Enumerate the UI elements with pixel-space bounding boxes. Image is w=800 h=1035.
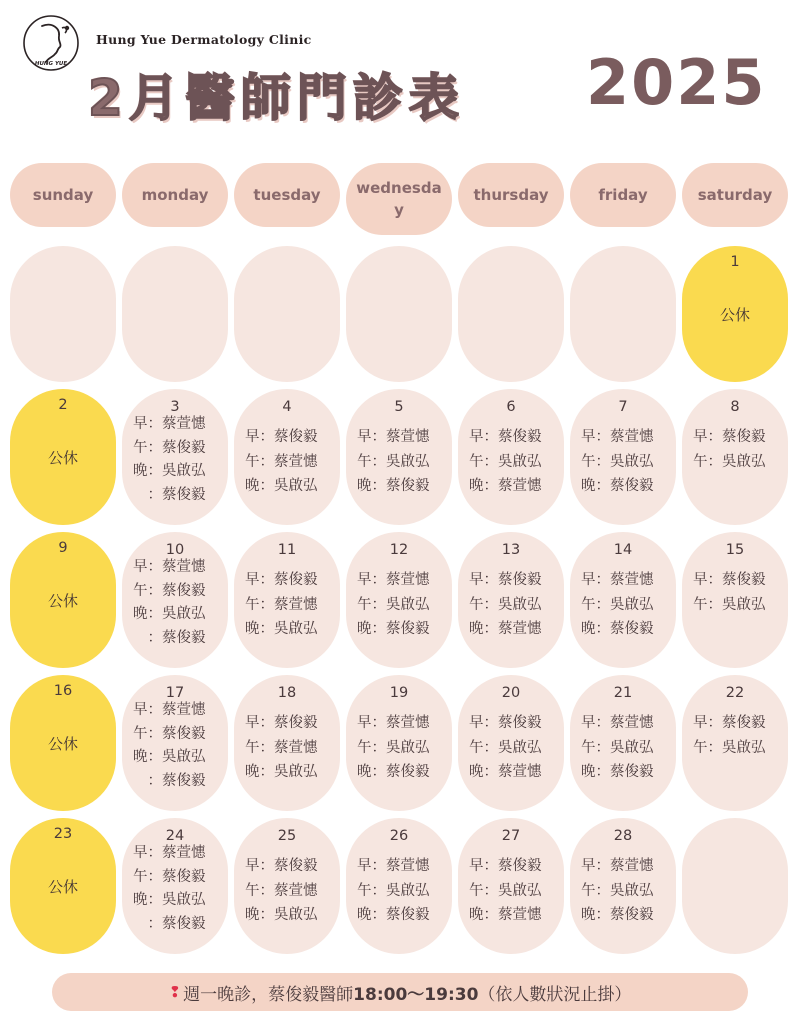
schedule-line: 早：蔡萱憓 [133,845,206,861]
schedule-line: 午：吳啟弘 [469,739,542,756]
doctor-schedule [133,842,224,936]
calendar-cell-empty [10,246,116,382]
weekday-saturday: saturday [682,163,788,227]
schedule-line: 早：蔡俊毅 [693,572,766,588]
schedule-line: ：蔡俊毅 [133,772,206,789]
schedule-line: 早：蔡俊毅 [693,715,766,731]
calendar-cell [458,532,564,668]
doctor-schedule [357,711,448,785]
calendar-cell [458,818,564,954]
calendar-cell [234,675,340,811]
day-number: 24 [165,828,185,844]
day-number: 26 [389,828,409,844]
calendar-cell [346,532,452,668]
weekday-wednesday: wednesday [346,163,452,235]
schedule-line: 早：蔡萱憓 [133,702,206,718]
schedule-line: 午：吳啟弘 [581,596,654,613]
calendar-cell-closed [10,675,116,811]
calendar-cell [122,532,228,668]
doctor-schedule [469,711,560,785]
weekday-thursday: thursday [458,163,564,227]
doctor-schedule [133,699,224,793]
calendar-cell [682,675,788,811]
calendar-cell [122,389,228,525]
schedule-line: 晚：蔡俊毅 [357,764,430,780]
schedule-line: 晚：蔡萱憓 [469,907,542,923]
closed-label: 公休 [47,449,78,467]
doctor-schedule [245,854,336,928]
schedule-line: 午：吳啟弘 [581,739,654,756]
schedule-line: 晚：吳啟弘 [245,621,318,637]
calendar-cell-closed [10,532,116,668]
schedule-line: 午：吳啟弘 [693,739,766,756]
schedule-line: 午：吳啟弘 [357,453,430,470]
calendar-cell [234,532,340,668]
schedule-line: 午：吳啟弘 [469,596,542,613]
calendar-cell-closed [10,818,116,954]
day-number: 11 [277,542,297,558]
schedule-line: 早：蔡俊毅 [469,858,542,874]
calendar-cell [570,389,676,525]
doctor-schedule [693,568,784,617]
page-title: 2月醫師門診表 [88,69,465,127]
schedule-line: 晚：吳啟弘 [133,892,206,908]
doctor-schedule [357,568,448,642]
doctor-schedule [245,711,336,785]
calendar-cell [458,675,564,811]
schedule-line: 晚：吳啟弘 [245,764,318,780]
day-number: 17 [165,685,185,701]
schedule-line: 晚：蔡俊毅 [581,764,654,780]
schedule-line: 午：蔡萱憓 [245,739,318,756]
schedule-line: 午：蔡俊毅 [133,725,206,742]
schedule-line: 早：蔡萱憓 [357,429,430,445]
doctor-schedule [469,425,560,499]
day-number: 15 [725,542,745,558]
weekday-header-row [10,163,790,235]
calendar-cell [234,389,340,525]
schedule-line: 早：蔡俊毅 [245,715,318,731]
calendar-cell [346,675,452,811]
calendar-cell-closed [10,389,116,525]
clinic-logo [22,14,80,72]
day-number: 23 [53,826,73,842]
day-number: 28 [613,828,633,844]
doctor-schedule [357,854,448,928]
schedule-line: 早：蔡俊毅 [245,858,318,874]
doctor-schedule [693,711,784,760]
calendar-cell [122,675,228,811]
schedule-line: ：蔡俊毅 [133,629,206,646]
schedule-line: 早：蔡俊毅 [245,429,318,445]
schedule-line: 早：蔡俊毅 [693,429,766,445]
schedule-line: 早：蔡萱憓 [581,715,654,731]
schedule-line: 早：蔡萱憓 [133,416,206,432]
doctor-schedule [581,425,672,499]
schedule-line: 早：蔡俊毅 [469,572,542,588]
schedule-line: 晚：蔡萱憓 [469,478,542,494]
clinic-name: Hung Yue Dermatology Clinic [96,32,312,47]
schedule-line: 早：蔡萱憓 [357,858,430,874]
pin-icon: ❢ [168,983,182,1001]
doctor-schedule [133,556,224,650]
schedule-line: 午：蔡萱憓 [245,453,318,470]
calendar-cell-closed [682,246,788,382]
schedule-line: 晚：蔡俊毅 [581,621,654,637]
day-number: 21 [613,685,633,701]
day-number: 19 [389,685,409,701]
day-number: 12 [389,542,409,558]
calendar-cell [682,389,788,525]
closed-label: 公休 [719,306,750,324]
day-number: 25 [277,828,297,844]
weekday-tuesday: tuesday [234,163,340,227]
doctor-schedule [581,711,672,785]
calendar-cell [234,818,340,954]
schedule-line: ：蔡俊毅 [133,486,206,503]
weekday-sunday: sunday [10,163,116,227]
doctor-schedule [469,854,560,928]
day-number: 2 [58,397,68,413]
calendar-cell [570,818,676,954]
closed-label: 公休 [47,592,78,610]
schedule-line: 早：蔡萱憓 [133,559,206,575]
doctor-schedule [693,425,784,474]
schedule-line: 早：蔡萱憓 [581,429,654,445]
doctor-schedule [581,568,672,642]
calendar-cell [570,675,676,811]
logo-text: HUNG YUE [34,61,68,67]
day-number: 16 [53,683,73,699]
doctor-schedule [357,425,448,499]
doctor-schedule [133,413,224,507]
schedule-line: 午：吳啟弘 [357,882,430,899]
day-number: 4 [282,399,292,415]
footer-note [52,973,748,1011]
day-number: 22 [725,685,745,701]
day-number: 18 [277,685,297,701]
calendar-cell-empty [570,246,676,382]
footer-text-before: 週一晚診，蔡俊毅醫師 [183,984,354,1005]
schedule-line: 午：吳啟弘 [581,453,654,470]
schedule-line: 午：吳啟弘 [357,596,430,613]
schedule-line: 午：蔡俊毅 [133,868,206,885]
footer-time: 18:00～19:30 [353,984,479,1005]
day-number: 3 [170,399,180,415]
doctor-schedule [581,854,672,928]
schedule-line: 午：蔡萱憓 [245,882,318,899]
schedule-line: 早：蔡俊毅 [245,572,318,588]
calendar-cell-empty [682,818,788,954]
schedule-line: 晚：吳啟弘 [245,907,318,923]
schedule-line: 晚：吳啟弘 [245,478,318,494]
schedule-line: 晚：蔡俊毅 [357,621,430,637]
day-number: 1 [730,254,740,270]
year-label: 2025 [586,46,767,119]
schedule-line: 早：蔡萱憓 [357,572,430,588]
schedule-line: 晚：蔡俊毅 [581,478,654,494]
schedule-line: 晚：吳啟弘 [133,606,206,622]
schedule-line: 晚：蔡萱憓 [469,621,542,637]
schedule-line: 晚：吳啟弘 [133,463,206,479]
schedule-line: 午：蔡俊毅 [133,439,206,456]
schedule-line: 早：蔡俊毅 [469,429,542,445]
calendar-cell [458,389,564,525]
day-number: 7 [618,399,628,415]
closed-label: 公休 [47,878,78,896]
schedule-line: ：蔡俊毅 [133,915,206,932]
schedule-line: 早：蔡俊毅 [469,715,542,731]
day-number: 14 [613,542,633,558]
doctor-schedule [245,425,336,499]
schedule-line: 午：蔡萱憓 [245,596,318,613]
calendar-cell [570,532,676,668]
schedule-line: 早：蔡萱憓 [581,858,654,874]
day-number: 13 [501,542,521,558]
schedule-line: 午：蔡俊毅 [133,582,206,599]
calendar-cell-empty [346,246,452,382]
doctor-schedule [245,568,336,642]
day-number: 27 [501,828,521,844]
calendar-cell-empty [234,246,340,382]
calendar-cell [346,389,452,525]
schedule-line: 早：蔡萱憓 [581,572,654,588]
day-number: 6 [506,399,516,415]
schedule-line: 午：吳啟弘 [581,882,654,899]
schedule-line: 早：蔡萱憓 [357,715,430,731]
day-number: 10 [165,542,185,558]
schedule-line: 午：吳啟弘 [693,453,766,470]
calendar-cell [122,818,228,954]
schedule-line: 晚：蔡萱憓 [469,764,542,780]
calendar-cell-empty [122,246,228,382]
calendar-cell [346,818,452,954]
closed-label: 公休 [47,735,78,753]
schedule-line: 晚：蔡俊毅 [581,907,654,923]
calendar-cell [682,532,788,668]
schedule-line: 午：吳啟弘 [357,739,430,756]
weekday-friday: friday [570,163,676,227]
schedule-line: 晚：吳啟弘 [133,749,206,765]
schedule-line: 晚：蔡俊毅 [357,478,430,494]
day-number: 20 [501,685,521,701]
day-number: 8 [730,399,740,415]
doctor-schedule [469,568,560,642]
schedule-line: 午：吳啟弘 [469,453,542,470]
schedule-line: 午：吳啟弘 [693,596,766,613]
calendar-cell-empty [458,246,564,382]
schedule-line: 午：吳啟弘 [469,882,542,899]
weekday-monday: monday [122,163,228,227]
day-number: 5 [394,399,404,415]
schedule-line: 晚：蔡俊毅 [357,907,430,923]
day-number: 9 [58,540,68,556]
footer-text-after: （依人數狀況止掛） [478,984,632,1005]
